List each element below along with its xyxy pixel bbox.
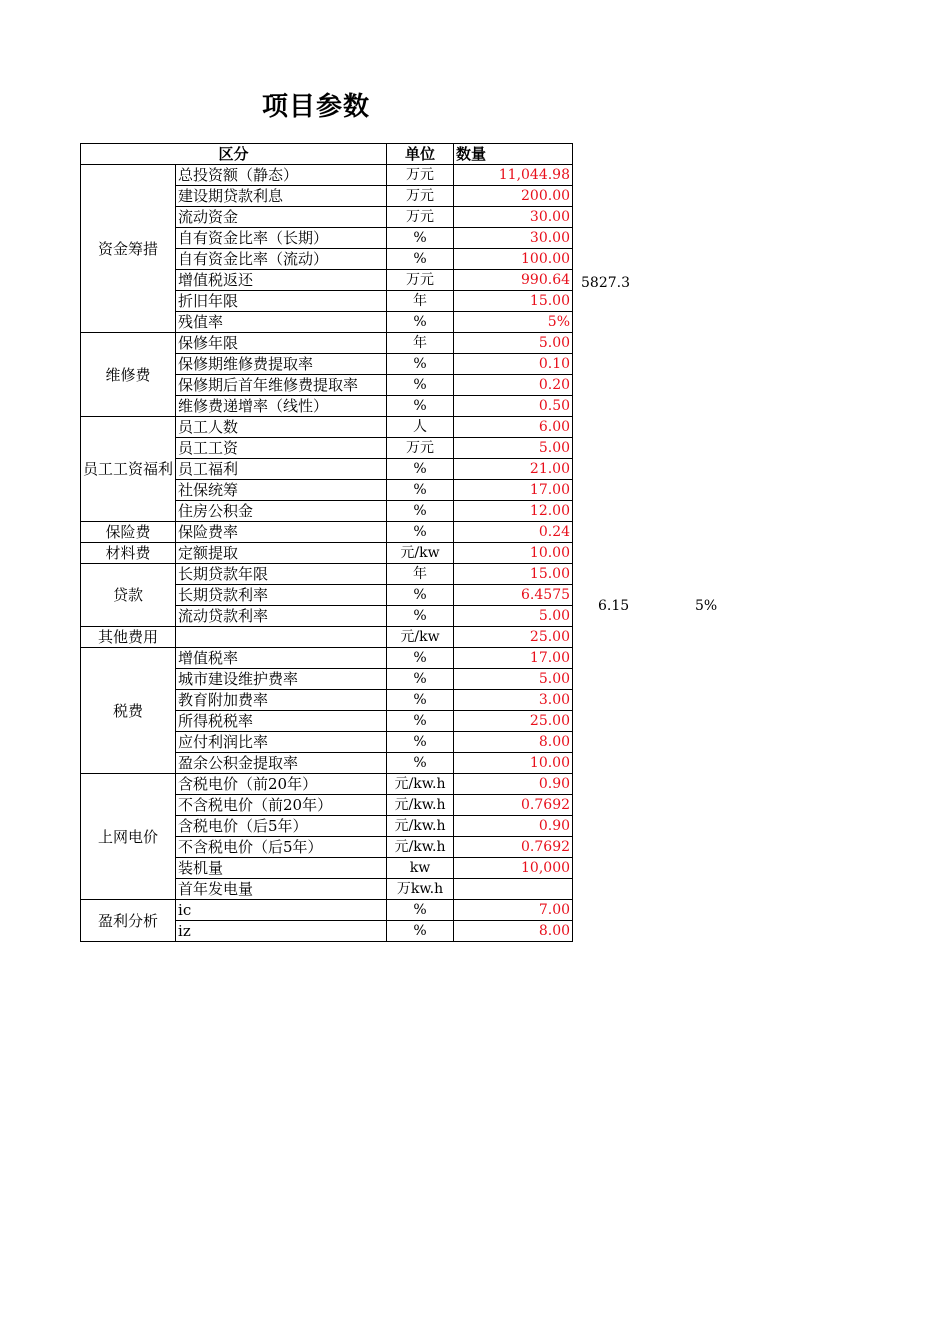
item-cell[interactable]: 维修费递增率（线性）: [176, 396, 387, 417]
unit-cell[interactable]: %: [387, 249, 454, 270]
table-row: [81, 900, 573, 921]
value-cell[interactable]: 0.50: [454, 396, 573, 417]
unit-cell[interactable]: %: [387, 606, 454, 627]
category-cell[interactable]: 上网电价: [81, 774, 176, 900]
item-cell[interactable]: 自有资金比率（流动）: [176, 249, 387, 270]
item-cell[interactable]: 首年发电量: [176, 879, 387, 900]
value-cell[interactable]: 30.00: [454, 207, 573, 228]
unit-cell[interactable]: %: [387, 921, 454, 942]
header-quantity[interactable]: 数量: [454, 144, 573, 165]
item-cell[interactable]: 保险费率: [176, 522, 387, 543]
unit-cell[interactable]: %: [387, 900, 454, 921]
unit-cell[interactable]: 元/kw: [387, 627, 454, 648]
item-cell[interactable]: 装机量: [176, 858, 387, 879]
unit-cell[interactable]: %: [387, 459, 454, 480]
unit-cell[interactable]: %: [387, 711, 454, 732]
value-cell[interactable]: 5%: [454, 312, 573, 333]
value-cell[interactable]: 17.00: [454, 480, 573, 501]
item-cell[interactable]: 定额提取: [176, 543, 387, 564]
unit-cell[interactable]: %: [387, 732, 454, 753]
category-cell[interactable]: 其他费用: [81, 627, 176, 648]
unit-cell[interactable]: 元/kw: [387, 543, 454, 564]
value-cell[interactable]: 100.00: [454, 249, 573, 270]
loan-rate-base-cell[interactable]: 6.15: [598, 598, 630, 614]
value-cell[interactable]: 21.00: [454, 459, 573, 480]
value-cell[interactable]: 5.00: [454, 438, 573, 459]
category-cell[interactable]: 税费: [81, 648, 176, 774]
item-cell[interactable]: [176, 627, 387, 648]
unit-cell[interactable]: %: [387, 501, 454, 522]
table-row: [81, 333, 573, 354]
vat-note-cell[interactable]: 5827.3: [581, 275, 630, 291]
item-cell[interactable]: 建设期贷款利息: [176, 186, 387, 207]
item-cell[interactable]: 含税电价（前20年）: [176, 774, 387, 795]
value-cell[interactable]: 3.00: [454, 690, 573, 711]
value-cell[interactable]: 0.20: [454, 375, 573, 396]
unit-cell[interactable]: %: [387, 354, 454, 375]
item-cell[interactable]: 增值税率: [176, 648, 387, 669]
value-cell[interactable]: 12.00: [454, 501, 573, 522]
item-cell[interactable]: 保修期维修费提取率: [176, 354, 387, 375]
category-cell[interactable]: 盈利分析: [81, 900, 176, 942]
item-cell[interactable]: 员工福利: [176, 459, 387, 480]
category-cell[interactable]: 材料费: [81, 543, 176, 564]
unit-cell[interactable]: 元/kw.h: [387, 774, 454, 795]
item-cell[interactable]: ic: [176, 900, 387, 921]
table-row: [81, 627, 573, 648]
header-unit[interactable]: 单位: [387, 144, 454, 165]
unit-cell[interactable]: %: [387, 585, 454, 606]
value-cell[interactable]: 200.00: [454, 186, 573, 207]
unit-cell[interactable]: 年: [387, 333, 454, 354]
value-cell[interactable]: 17.00: [454, 648, 573, 669]
value-cell[interactable]: 0.7692: [454, 837, 573, 858]
item-cell[interactable]: 员工人数: [176, 417, 387, 438]
value-cell[interactable]: 30.00: [454, 228, 573, 249]
unit-cell[interactable]: 万kw.h: [387, 879, 454, 900]
header-category[interactable]: 区分: [81, 144, 387, 165]
item-cell[interactable]: 残值率: [176, 312, 387, 333]
unit-cell[interactable]: %: [387, 480, 454, 501]
unit-cell[interactable]: %: [387, 648, 454, 669]
item-cell[interactable]: 长期贷款年限: [176, 564, 387, 585]
item-cell[interactable]: 折旧年限: [176, 291, 387, 312]
value-cell[interactable]: 5.00: [454, 333, 573, 354]
item-cell[interactable]: 不含税电价（后5年）: [176, 837, 387, 858]
item-cell[interactable]: 社保统筹: [176, 480, 387, 501]
parameters-table: [80, 143, 573, 942]
unit-cell[interactable]: 元/kw.h: [387, 795, 454, 816]
table-row: [81, 648, 573, 669]
unit-cell[interactable]: 万元: [387, 165, 454, 186]
unit-cell[interactable]: %: [387, 396, 454, 417]
value-cell[interactable]: 0.90: [454, 816, 573, 837]
value-cell[interactable]: 10.00: [454, 753, 573, 774]
value-cell[interactable]: 5.00: [454, 606, 573, 627]
table-row: [81, 543, 573, 564]
value-cell[interactable]: 25.00: [454, 627, 573, 648]
value-cell[interactable]: 0.24: [454, 522, 573, 543]
unit-cell[interactable]: %: [387, 228, 454, 249]
table-row: [81, 417, 573, 438]
value-cell[interactable]: 15.00: [454, 291, 573, 312]
value-cell[interactable]: 7.00: [454, 900, 573, 921]
unit-cell[interactable]: %: [387, 312, 454, 333]
value-cell[interactable]: 6.4575: [454, 585, 573, 606]
item-cell[interactable]: 所得税税率: [176, 711, 387, 732]
header-row: [81, 144, 573, 165]
unit-cell[interactable]: %: [387, 669, 454, 690]
category-cell[interactable]: 贷款: [81, 564, 176, 627]
table-row: [81, 165, 573, 186]
unit-cell[interactable]: 万元: [387, 207, 454, 228]
category-cell[interactable]: 员工工资福利: [81, 417, 176, 522]
item-cell[interactable]: iz: [176, 921, 387, 942]
item-cell[interactable]: 教育附加费率: [176, 690, 387, 711]
value-cell[interactable]: 10.00: [454, 543, 573, 564]
item-cell[interactable]: 城市建设维护费率: [176, 669, 387, 690]
item-cell[interactable]: 员工工资: [176, 438, 387, 459]
value-cell[interactable]: 0.90: [454, 774, 573, 795]
unit-cell[interactable]: 人: [387, 417, 454, 438]
unit-cell[interactable]: 元/kw.h: [387, 837, 454, 858]
table-row: [81, 564, 573, 585]
unit-cell[interactable]: 元/kw.h: [387, 816, 454, 837]
value-cell[interactable]: 15.00: [454, 564, 573, 585]
value-cell[interactable]: 25.00: [454, 711, 573, 732]
table-row: [81, 522, 573, 543]
item-cell[interactable]: 住房公积金: [176, 501, 387, 522]
category-cell[interactable]: 资金筹措: [81, 165, 176, 333]
unit-cell[interactable]: %: [387, 690, 454, 711]
item-cell[interactable]: 自有资金比率（长期）: [176, 228, 387, 249]
value-cell[interactable]: 10,000: [454, 858, 573, 879]
value-cell[interactable]: 0.7692: [454, 795, 573, 816]
unit-cell[interactable]: %: [387, 375, 454, 396]
value-cell[interactable]: 0.10: [454, 354, 573, 375]
value-cell[interactable]: 5.00: [454, 669, 573, 690]
item-cell[interactable]: 长期贷款利率: [176, 585, 387, 606]
unit-cell[interactable]: %: [387, 753, 454, 774]
value-cell[interactable]: 8.00: [454, 921, 573, 942]
unit-cell[interactable]: kw: [387, 858, 454, 879]
item-cell[interactable]: 流动贷款利率: [176, 606, 387, 627]
unit-cell[interactable]: 万元: [387, 270, 454, 291]
value-cell[interactable]: 11,044.98: [454, 165, 573, 186]
item-cell[interactable]: 应付利润比率: [176, 732, 387, 753]
value-cell[interactable]: 6.00: [454, 417, 573, 438]
item-cell[interactable]: 总投资额（静态）: [176, 165, 387, 186]
unit-cell[interactable]: 万元: [387, 438, 454, 459]
value-cell[interactable]: [454, 879, 573, 900]
unit-cell[interactable]: 年: [387, 291, 454, 312]
category-cell[interactable]: 维修费: [81, 333, 176, 417]
item-cell[interactable]: 保修期后首年维修费提取率: [176, 375, 387, 396]
item-cell[interactable]: 增值税返还: [176, 270, 387, 291]
item-cell[interactable]: 盈余公积金提取率: [176, 753, 387, 774]
value-cell[interactable]: 8.00: [454, 732, 573, 753]
category-cell[interactable]: 保险费: [81, 522, 176, 543]
unit-cell[interactable]: %: [387, 522, 454, 543]
item-cell[interactable]: 不含税电价（前20年）: [176, 795, 387, 816]
unit-cell[interactable]: 年: [387, 564, 454, 585]
item-cell[interactable]: 含税电价（后5年）: [176, 816, 387, 837]
item-cell[interactable]: 流动资金: [176, 207, 387, 228]
sheet-title: 项目参数: [262, 92, 371, 122]
loan-rate-float-cell[interactable]: 5%: [695, 598, 718, 614]
item-cell[interactable]: 保修年限: [176, 333, 387, 354]
value-cell[interactable]: 990.64: [454, 270, 573, 291]
table-row: [81, 774, 573, 795]
unit-cell[interactable]: 万元: [387, 186, 454, 207]
